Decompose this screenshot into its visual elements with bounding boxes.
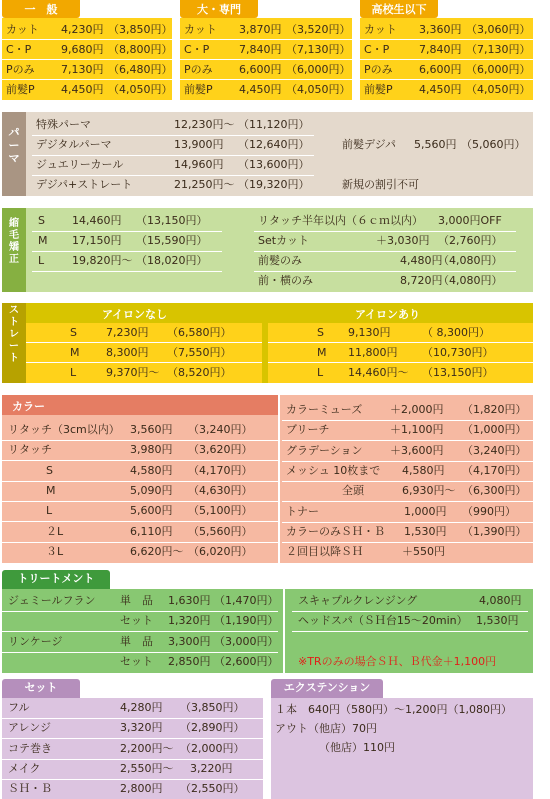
cut-row-label: カット [6,23,39,36]
treatment-left-tax: （3,000円） [214,634,279,648]
perm-row-price: 21,250円〜 [174,178,235,191]
color-left-price: 6,620円〜 [130,544,184,558]
color-right-label: 全頭 [342,484,364,498]
cut-block-title: 大・専門 [197,3,241,16]
color-right-price: ＋2,000円 [390,403,444,416]
color-left-tax: （3,620円） [188,443,253,457]
color-divider [278,395,280,563]
color-right-tax: （3,240円） [462,443,527,457]
treatment-left-tax: （1,470円） [214,594,279,607]
color-left-price: 6,110円 [130,524,173,538]
cut-row-label: カット [184,23,217,36]
straight-title-char: ス [9,305,19,316]
extension-section [271,698,533,799]
treatment-title: トリートメント [17,572,95,585]
set-section [2,698,263,799]
cut-row-tax: （6,000円） [286,63,351,76]
straight-left-price: 8,300円 [106,346,149,359]
treatment-left-kind: 単 品 [120,594,153,607]
color-left-tax: （6,020円） [188,544,253,558]
shukumo-row-tax: （13,150円） [136,214,208,227]
treatment-left-kind: セット [120,654,153,668]
cut-row-price: 6,600円 [419,63,462,76]
treatment-right-price: 4,080円 [479,594,522,607]
color-left-price: 5,600円 [130,504,173,518]
cut-row-price: 4,450円 [61,83,104,96]
color-right-price: ＋550円 [402,545,445,559]
treatment-left-label: リンケージ [8,634,63,648]
perm-title-char: ー [8,139,20,152]
cut-row-price: 4,450円 [239,83,282,96]
cut-row-tax: （3,060円） [466,23,531,36]
treatment-left-price: 1,320円 [168,614,211,628]
perm-row-price: 13,900円 [174,138,224,151]
color-left-label: M [46,483,56,497]
straight-left-label: M [70,346,80,359]
perm-row-label: 特殊パーマ [36,118,91,131]
extension-line: １本 640円（580円）〜1,200円（1,080円） [275,703,512,716]
shukumo-row-price: 17,150円 [72,234,122,247]
perm-row-tax: （19,320円） [238,178,310,191]
extension-tab [271,679,383,698]
color-right-tax: （1,820円） [462,403,527,416]
extension-line: （他店）110円 [319,741,395,754]
shukumo-row-tax: （15,590円） [136,234,208,247]
set-row-tax: （2,890円） [180,721,245,735]
set-row-tax: （2,000円） [180,741,245,755]
cut-block-title: 一 般 [24,3,58,16]
color-left-price: 4,580円 [130,463,173,477]
treatment-left-price: 1,630円 [168,594,211,607]
color-left-label: ３L [46,544,64,558]
color-title: カラー [12,400,45,413]
treatment-note: ※TRのみの場合ＳＨ、Ｂ代金＋1,100円 [298,655,497,668]
shukumo-title-char: 縮 [9,218,19,229]
cut-row-label: C・P [364,43,390,56]
cut-block-title: 高校生以下 [371,3,427,16]
perm-row-tax: （13,600円） [238,158,310,171]
treatment-col-divider [283,589,285,673]
perm-side-price: 5,560円 [414,138,457,151]
straight-left-price: 7,230円 [106,326,149,339]
color-right-tax: （1,000円） [462,423,527,437]
color-left-label: リタッチ（3cm以内） [8,423,120,436]
shukumo-right-price: 3,000円OFF [438,214,502,227]
cut-row-label: 前髪P [364,83,393,96]
straight-left-price: 9,370円〜 [106,366,160,379]
color-right-label: トナー [286,504,319,518]
shukumo-right-label: 前・横のみ [258,274,313,287]
cut-row-price: 4,230円 [61,23,104,36]
color-left-label: L [46,504,53,518]
cut-row-tax: （6,480円） [108,63,173,76]
straight-left-label: L [70,366,77,379]
cut-row-price: 4,450円 [419,83,462,96]
shukumo-row-label: M [38,234,48,247]
color-right-tax: （4,170円） [462,463,527,477]
cut-row-tax: （8,800円） [108,43,173,56]
shukumo-section [2,208,533,292]
color-right-price: ＋3,600円 [390,443,444,457]
straight-right-price: 14,460円〜 [348,366,409,379]
color-left-price: 5,090円 [130,483,173,497]
shukumo-right-label: Setカット [258,234,309,247]
perm-row-label: デジタルパーマ [36,138,112,151]
color-right-price: ＋1,100円 [390,423,444,437]
set-row-price: 3,320円 [120,721,163,735]
cut-row-price: 3,360円 [419,23,462,36]
straight-right-label: S [317,326,324,339]
color-left-price: 3,560円 [130,423,173,436]
treatment-right-label: ヘッドスパ（ＳＨ台15〜20min） [298,614,468,628]
straight-left-tax: （7,550円） [167,346,232,359]
set-row-label: アレンジ [8,721,52,735]
extension-title: エクステンション [283,681,371,694]
color-left-label: S [46,463,53,477]
perm-title-char: パ [8,126,20,139]
color-left-tax: （5,100円） [188,504,253,518]
color-right-tax: （1,390円） [462,524,527,538]
set-row-tax: （2,550円） [180,782,245,796]
color-right-label: カラーのみＳＨ・Ｂ [286,524,385,538]
color-left-label: リタッチ [8,443,52,457]
set-row-price: 2,800円 [120,782,163,796]
cut-row-label: C・P [184,43,210,56]
color-left-price: 3,980円 [130,443,173,457]
cut-row-label: カット [364,23,397,36]
shukumo-right-label: 前髪のみ [258,254,302,267]
set-row-label: コテ巻き [8,741,52,755]
color-section [2,395,533,563]
color-left-tax: （4,170円） [188,463,253,477]
perm-row-price: 12,230円〜 [174,118,235,131]
perm-row-label: デジパ+ストレート [36,178,133,191]
shukumo-tab [2,208,26,292]
cut-row-tax: （7,130円） [286,43,351,56]
cut-row-tax: （7,130円） [466,43,531,56]
straight-title-char: レ [9,329,19,340]
cut-row-tax: （6,000円） [466,63,531,76]
treatment-left-price: 3,300円 [168,634,211,648]
color-right-tax: （6,300円） [462,484,527,498]
set-row-tax: 3,220円 [190,761,233,775]
color-right-price: 1,530円 [404,524,447,538]
color-left-label: ２L [46,524,64,538]
straight-title-char: ト [9,353,19,364]
cut-row-price: 7,130円 [61,63,104,76]
treatment-right-label: スキャプルクレンジング [298,594,418,607]
perm-title-char: マ [8,152,20,165]
perm-row-tax: （11,120円） [238,118,310,131]
color-right-price: 4,580円 [402,463,445,477]
cut-row-price: 9,680円 [61,43,104,56]
straight-tab [2,303,26,383]
treatment-right-divider [292,631,528,632]
shukumo-right-tax: （2,760円） [438,234,503,247]
treatment-right-price: 1,530円 [476,614,519,628]
extension-line: アウト（他店）70円 [275,722,377,735]
perm-row-label: ジュエリーカール [36,158,124,171]
cut-row-label: Pのみ [184,63,213,76]
set-title: セット [24,681,58,694]
treatment-left-tax: （2,600円） [214,654,279,668]
color-right-label: ブリーチ [286,423,330,437]
shukumo-title-char: 正 [9,254,19,265]
straight-right-price: 9,130円 [348,326,391,339]
straight-right-tax: （13,150円） [422,366,494,379]
straight-right-tax: （10,730円） [422,346,494,359]
perm-side-label: 前髪デジパ [342,138,397,151]
treatment-left-kind: 単 品 [120,634,153,648]
shukumo-row-label: S [38,214,45,227]
cut-row-tax: （4,050円） [108,83,173,96]
treatment-section [2,589,533,673]
straight-title-char: ー [9,341,19,352]
cut-row-tax: （4,050円） [466,83,531,96]
cut-row-label: C・P [6,43,32,56]
cut-row-price: 7,840円 [419,43,462,56]
perm-row-price: 14,960円 [174,158,224,171]
set-row-label: フル [8,701,30,714]
straight-left-tax: （8,520円） [167,366,232,379]
cut-row-tax: （3,850円） [108,23,173,36]
perm-tab [2,112,26,196]
cut-row-price: 7,840円 [239,43,282,56]
straight-right-tax: （ 8,300円） [422,326,490,339]
color-right-label: グラデーション [286,443,363,457]
shukumo-row-price: 19,820円〜 [72,254,133,267]
cut-row-label: 前髪P [184,83,213,96]
straight-left-label: S [70,326,77,339]
straight-title-char: ト [9,317,19,328]
treatment-left-kind: セット [120,614,153,628]
straight-left-tax: （6,580円） [167,326,232,339]
color-right-price: 6,930円〜 [402,484,456,498]
cut-row-label: Pのみ [364,63,393,76]
color-right-label: カラーミューズ [286,403,363,416]
treatment-tab [2,570,110,589]
shukumo-right-price: 4,480円 [400,254,443,267]
straight-section [2,303,533,383]
straight-right-price: 11,800円 [348,346,398,359]
shukumo-row-price: 14,460円 [72,214,122,227]
straight-right-label: L [317,366,324,379]
shukumo-right-label: リタッチ半年以内（６ｃｍ以内） [258,214,423,227]
perm-note: 新規の割引不可 [342,178,419,191]
perm-side-tax: （5,060円） [461,138,526,151]
treatment-left-tax: （1,190円） [214,614,279,628]
straight-right-label: M [317,346,327,359]
color-right-label: メッシュ 10枚まで [286,463,381,477]
shukumo-row-divider [32,271,222,272]
cut-row-tax: （3,520円） [286,23,351,36]
cut-row-price: 3,870円 [239,23,282,36]
color-right-tax: （990円） [462,504,516,518]
set-row-price: 2,550円〜 [120,761,174,775]
set-tab [2,679,80,698]
color-left-tax: （4,630円） [188,483,253,497]
shukumo-right-price: 8,720円 [400,274,443,287]
set-row-price: 4,280円 [120,701,163,714]
perm-row-tax: （12,640円） [238,138,310,151]
shukumo-right-tax: （4,080円） [438,254,503,267]
set-row-tax: （3,850円） [180,701,245,714]
cut-row-price: 6,600円 [239,63,282,76]
cut-row-label: 前髪P [6,83,35,96]
shukumo-row-label: L [38,254,45,267]
shukumo-title-char: 矯 [9,242,19,253]
set-row-label: ＳＨ・Ｂ [8,782,52,796]
shukumo-title-char: 毛 [9,230,19,241]
color-left-tax: （3,240円） [188,423,253,436]
color-right-label: ２回目以降ＳＨ [286,545,363,559]
shukumo-row-tax: （18,020円） [136,254,208,267]
straight-left-header: アイロンなし [102,308,168,321]
color-left-tax: （5,560円） [188,524,253,538]
treatment-left-label: ジェミールフラン [8,594,96,607]
set-row-price: 2,200円〜 [120,741,174,755]
shukumo-right-price: ＋3,030円 [376,234,430,247]
treatment-left-price: 2,850円 [168,654,211,668]
color-right-price: 1,000円 [404,504,447,518]
straight-right-header: アイロンあり [355,308,421,321]
shukumo-right-tax: （4,080円） [438,274,503,287]
cut-row-label: Pのみ [6,63,35,76]
set-row-label: メイク [8,761,41,775]
perm-section [2,112,533,196]
cut-row-tax: （4,050円） [286,83,351,96]
